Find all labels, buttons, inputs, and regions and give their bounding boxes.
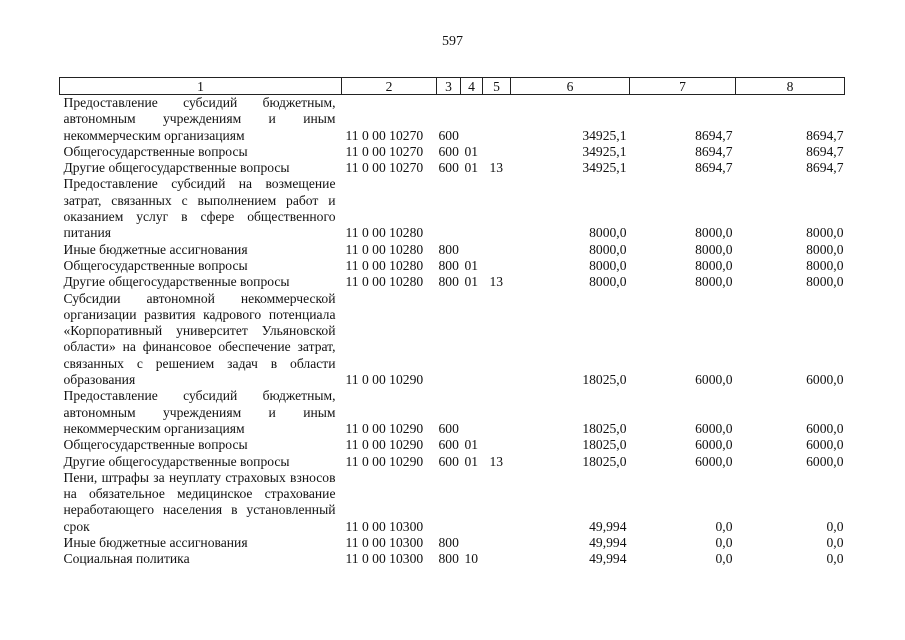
row-section-cell: 10 — [464, 551, 479, 567]
row-value-col8-cell: 6000,0 — [806, 420, 844, 436]
column-header-8: 8 — [736, 78, 845, 95]
row-subsection-cell: 13 — [489, 453, 504, 469]
row-value-col6-cell: 49,994 — [589, 551, 627, 567]
table-row — [60, 160, 845, 176]
table-row — [60, 242, 845, 258]
row-section-cell: 01 — [464, 274, 479, 290]
row-subsection-cell — [483, 437, 511, 453]
row-value-col8-cell: 0,0 — [826, 518, 844, 534]
row-value-col6-cell: 18025,0 — [582, 372, 627, 388]
row-subsection-cell — [483, 242, 511, 258]
row-value-col7-cell: 8000,0 — [695, 225, 733, 241]
row-name-cell: Субсидии автономной некоммерческой организации развития кадрового потенциала «Корпоративный университет Ульяновской области» на финансовое обеспечение затрат, связанных с решением задач в области образования — [63, 290, 336, 388]
table-row — [60, 274, 845, 290]
row-target-article-cell: 11 0 00 10280 — [345, 257, 424, 273]
column-header-4: 4 — [461, 78, 483, 95]
table-row — [60, 470, 845, 535]
row-value-col8-cell: 8000,0 — [806, 225, 844, 241]
row-section-cell — [461, 470, 483, 535]
row-subsection-cell — [483, 470, 511, 535]
row-section-cell: 01 — [464, 160, 479, 176]
row-section-cell — [461, 291, 483, 389]
row-value-col6-cell: 49,994 — [589, 518, 627, 534]
budget-table — [59, 77, 845, 568]
row-name-cell: Социальная политика — [63, 551, 190, 567]
row-target-article-cell: 11 0 00 10290 — [345, 453, 424, 469]
row-expense-type-cell: 600 — [438, 143, 459, 159]
column-header-5: 5 — [483, 78, 511, 95]
row-name-cell: Другие общегосударственные вопросы — [63, 453, 290, 469]
row-section-cell: 01 — [464, 453, 479, 469]
column-header-6: 6 — [511, 78, 630, 95]
table-row — [60, 258, 845, 274]
row-expense-type-cell: 600 — [438, 437, 459, 453]
row-target-article-cell: 11 0 00 10290 — [345, 372, 424, 388]
row-subsection-cell — [483, 258, 511, 274]
row-value-col8-cell: 6000,0 — [806, 372, 844, 388]
row-subsection-cell: 13 — [489, 160, 504, 176]
row-value-col6-cell: 18025,0 — [582, 437, 627, 453]
row-value-col8-cell: 0,0 — [826, 535, 844, 551]
row-value-col8-cell: 8000,0 — [806, 274, 844, 290]
row-value-col8-cell: 6000,0 — [806, 437, 844, 453]
column-number-row — [60, 78, 845, 95]
row-target-article-cell: 11 0 00 10280 — [345, 241, 424, 257]
row-subsection-cell — [483, 551, 511, 567]
table-row — [60, 437, 845, 453]
row-value-col8-cell: 8000,0 — [806, 257, 844, 273]
table-row — [60, 95, 845, 144]
row-value-col7-cell: 8694,7 — [695, 127, 733, 143]
table-row — [60, 144, 845, 160]
row-target-article-cell: 11 0 00 10300 — [345, 535, 424, 551]
row-value-col7-cell: 6000,0 — [695, 437, 733, 453]
row-subsection-cell — [483, 144, 511, 160]
row-expense-type-cell: 600 — [438, 127, 459, 143]
row-expense-type-cell: 600 — [438, 420, 459, 436]
row-name-cell: Другие общегосударственные вопросы — [63, 274, 290, 290]
table-row — [60, 291, 845, 389]
row-value-col6-cell: 34925,1 — [582, 143, 627, 159]
row-section-cell: 01 — [464, 143, 479, 159]
row-target-article-cell: 11 0 00 10280 — [345, 274, 424, 290]
column-header-7: 7 — [630, 78, 736, 95]
row-section-cell — [461, 388, 483, 437]
table-row — [60, 388, 845, 437]
table-body — [60, 95, 845, 568]
row-target-article-cell: 11 0 00 10280 — [345, 225, 424, 241]
row-value-col6-cell: 34925,1 — [582, 160, 627, 176]
row-section-cell: 01 — [464, 257, 479, 273]
row-expense-type-cell: 800 — [438, 241, 459, 257]
row-section-cell: 01 — [464, 437, 479, 453]
row-value-col6-cell: 8000,0 — [589, 257, 627, 273]
row-value-col7-cell: 8000,0 — [695, 257, 733, 273]
row-value-col8-cell: 6000,0 — [806, 453, 844, 469]
row-name-cell: Иные бюджетные ассигнования — [63, 241, 248, 257]
row-value-col7-cell: 8000,0 — [695, 274, 733, 290]
row-target-article-cell: 11 0 00 10300 — [345, 551, 424, 567]
row-subsection-cell — [483, 95, 511, 144]
row-value-col7-cell: 6000,0 — [695, 420, 733, 436]
row-name-cell: Иные бюджетные ассигнования — [63, 535, 248, 551]
row-value-col6-cell: 49,994 — [589, 535, 627, 551]
row-name-cell: Предоставление субсидий бюджетным, автономным учреждениям и иным некоммерческим организациям — [63, 388, 336, 436]
row-value-col7-cell: 8694,7 — [695, 143, 733, 159]
row-value-col6-cell: 8000,0 — [589, 274, 627, 290]
row-value-col7-cell: 6000,0 — [695, 372, 733, 388]
row-value-col7-cell: 8000,0 — [695, 241, 733, 257]
row-name-cell: Общегосударственные вопросы — [63, 257, 248, 273]
row-expense-type-cell — [437, 291, 461, 389]
row-name-cell: Пени, штрафы за неуплату страховых взносов на обязательное медицинское страхование неработающего населения в установленный срок — [63, 469, 336, 534]
row-name-cell: Общегосударственные вопросы — [63, 437, 248, 453]
row-value-col7-cell: 0,0 — [715, 518, 733, 534]
row-name-cell: Предоставление субсидий на возмещение затрат, связанных с выполнением работ и оказанием услуг в сфере общественного питания — [63, 176, 336, 241]
row-target-article-cell: 11 0 00 10270 — [345, 143, 424, 159]
row-value-col8-cell: 0,0 — [826, 551, 844, 567]
page-number: 597 — [442, 34, 463, 49]
row-value-col6-cell: 8000,0 — [589, 241, 627, 257]
row-value-col6-cell: 18025,0 — [582, 420, 627, 436]
row-subsection-cell: 13 — [489, 274, 504, 290]
row-name-cell: Общегосударственные вопросы — [63, 143, 248, 159]
table-row — [60, 176, 845, 241]
row-value-col8-cell: 8694,7 — [806, 160, 844, 176]
row-section-cell — [461, 535, 483, 551]
row-name-cell: Другие общегосударственные вопросы — [63, 160, 290, 176]
row-target-article-cell: 11 0 00 10290 — [345, 437, 424, 453]
row-value-col8-cell: 8000,0 — [806, 241, 844, 257]
row-section-cell — [461, 242, 483, 258]
table-row — [60, 535, 845, 551]
row-section-cell — [461, 176, 483, 241]
row-value-col6-cell: 8000,0 — [589, 225, 627, 241]
row-expense-type-cell — [437, 176, 461, 241]
column-header-2: 2 — [342, 78, 437, 95]
row-expense-type-cell: 800 — [438, 274, 459, 290]
row-value-col7-cell: 0,0 — [715, 551, 733, 567]
row-target-article-cell: 11 0 00 10270 — [345, 160, 424, 176]
column-header-1: 1 — [60, 78, 342, 95]
row-target-article-cell: 11 0 00 10290 — [345, 420, 424, 436]
row-value-col6-cell: 18025,0 — [582, 453, 627, 469]
row-expense-type-cell: 600 — [438, 160, 459, 176]
row-expense-type-cell: 600 — [438, 453, 459, 469]
row-target-article-cell: 11 0 00 10270 — [345, 127, 424, 143]
row-name-cell: Предоставление субсидий бюджетным, автономным учреждениям и иным некоммерческим организациям — [63, 95, 336, 143]
row-value-col7-cell: 8694,7 — [695, 160, 733, 176]
row-section-cell — [461, 95, 483, 144]
table-row — [60, 551, 845, 567]
row-target-article-cell: 11 0 00 10300 — [345, 518, 424, 534]
row-value-col7-cell: 6000,0 — [695, 453, 733, 469]
row-value-col8-cell: 8694,7 — [806, 143, 844, 159]
column-header-3: 3 — [437, 78, 461, 95]
row-value-col6-cell: 34925,1 — [582, 127, 627, 143]
row-expense-type-cell — [437, 470, 461, 535]
table-row — [60, 454, 845, 470]
row-expense-type-cell: 800 — [438, 257, 459, 273]
row-expense-type-cell: 800 — [438, 535, 459, 551]
row-value-col7-cell: 0,0 — [715, 535, 733, 551]
row-subsection-cell — [483, 388, 511, 437]
row-expense-type-cell: 800 — [438, 551, 459, 567]
row-value-col8-cell: 8694,7 — [806, 127, 844, 143]
row-subsection-cell — [483, 176, 511, 241]
row-subsection-cell — [483, 535, 511, 551]
row-subsection-cell — [483, 291, 511, 389]
